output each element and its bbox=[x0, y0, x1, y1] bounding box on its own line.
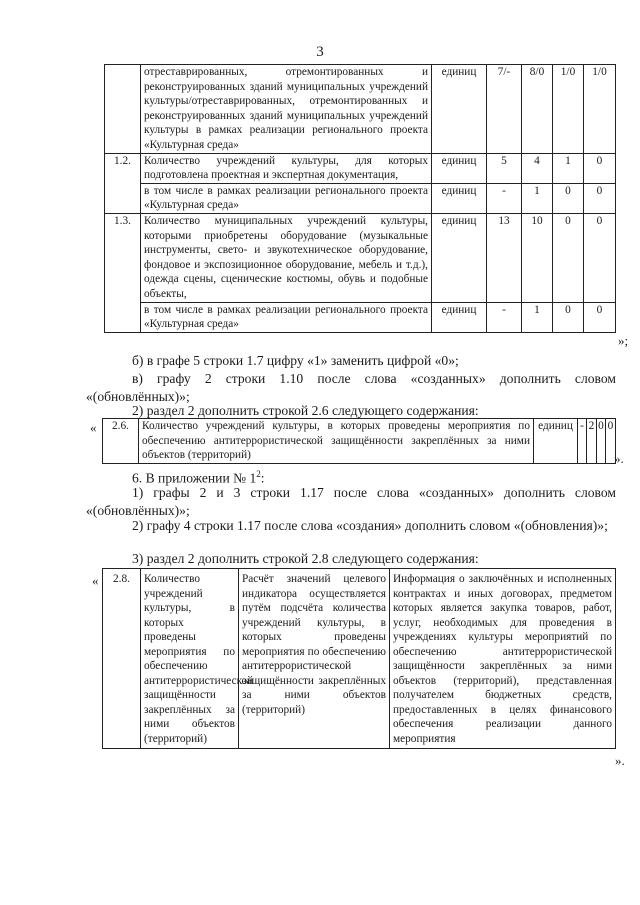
row-number: 2.6. bbox=[103, 419, 139, 464]
row-number bbox=[105, 65, 141, 154]
table-row bbox=[105, 213, 616, 302]
row-unit: единиц bbox=[432, 302, 487, 332]
paragraph: 1) графы 2 и 3 строки 1.17 после слова «созданных» дополнить словом «(обновлённых)»; bbox=[86, 485, 616, 518]
row-text: Количество учреждений культуры, в которых проведены мероприятия по обеспечению антитеррористической защищённости закреплённых за ними объектов (территорий) bbox=[139, 419, 534, 464]
indicator-table-2 bbox=[102, 418, 616, 464]
closing-quote: ». bbox=[615, 753, 625, 768]
row-value: 0 bbox=[584, 302, 616, 332]
row-value: - bbox=[487, 302, 522, 332]
row-unit: единиц bbox=[432, 213, 487, 302]
row-value: 0 bbox=[553, 302, 584, 332]
table-row bbox=[105, 153, 616, 183]
closing-quote: ». bbox=[614, 451, 624, 466]
row-value: 0 bbox=[597, 419, 606, 464]
row-number: 1.3. bbox=[105, 213, 141, 332]
table-row bbox=[105, 183, 616, 213]
paragraph: 2) графу 4 строки 1.17 после слова «создания» дополнить словом «(обновления)»; bbox=[132, 518, 608, 533]
row-value: 13 bbox=[487, 213, 522, 302]
row-unit: единиц bbox=[432, 153, 487, 183]
table-row bbox=[103, 419, 616, 464]
opening-quote: « bbox=[92, 573, 99, 588]
paragraph-tail: : bbox=[260, 470, 265, 486]
page-number: 3 bbox=[316, 44, 324, 60]
row-value: 0 bbox=[553, 213, 584, 302]
row-unit: единиц bbox=[432, 65, 487, 154]
data-source: Информация о заключённых и исполненных контрактах и иных договорах, предметом которых является закупка товаров, работ, услуг, необходимых для проведения в учреждениях культуры мероприятий по обеспечению антитеррористической защищённости закреплённых за ними объектов (территорий), представленная получателем бюджетных средств, предоставленных в целях финансового обеспечения реализации данного мероприятия bbox=[390, 569, 616, 749]
row-value: 1 bbox=[522, 302, 553, 332]
closing-quote: »; bbox=[618, 333, 629, 348]
row-value: 1/0 bbox=[584, 65, 616, 154]
row-text: Количество муниципальных учреждений культуры, которыми приобретены оборудование (музыкальные инструменты, свето- и звукотехническое оборудование, фондовое и экспозиционное оборудование, мебель и т.д.), одежда сцены, сценические костюмы, обувь и подобные объекты, bbox=[141, 213, 432, 302]
superscript: 2 bbox=[256, 469, 261, 479]
calculation-method: Расчёт значений целевого индикатора осуществляется путём подсчёта количества учреждений культуры, в которых проведены мероприятия по обеспечению антитеррористической защищённости закреплённых за ними объектов (территорий) bbox=[239, 569, 390, 749]
indicator-table-3 bbox=[102, 568, 616, 749]
indicator-table-1 bbox=[104, 64, 616, 333]
paragraph-text: 6. В приложении № 1 bbox=[132, 470, 257, 486]
row-value: 7/- bbox=[487, 65, 522, 154]
paragraph: в) графу 2 строки 1.10 после слова «созданных» дополнить словом «(обновлённых)»; bbox=[86, 371, 616, 404]
row-value: 0 bbox=[606, 419, 616, 464]
row-number: 2.8. bbox=[103, 569, 141, 749]
opening-quote: « bbox=[90, 420, 97, 435]
indicator-name: Количество учреждений культуры, в которых проведены мероприятия по обеспечению антитеррористической защищённости закреплённых за ними объектов (территорий) bbox=[141, 569, 239, 749]
row-value: 8/0 bbox=[522, 65, 553, 154]
row-value: - bbox=[578, 419, 587, 464]
table-row bbox=[105, 65, 616, 154]
row-value: 1/0 bbox=[553, 65, 584, 154]
row-value: 5 bbox=[487, 153, 522, 183]
row-value: 10 bbox=[522, 213, 553, 302]
paragraph: б) в графе 5 строки 1.7 цифру «1» заменить цифрой «0»; bbox=[132, 353, 459, 368]
row-unit: единиц bbox=[432, 183, 487, 213]
row-text: отреставрированных, отремонтированных и реконструированных зданий муниципальных учреждений культуры/отреставрированных, отремонтированных и реконструированных зданий муниципальных учреждений культуры в рамках реализации регионального проекта «Культурная среда» bbox=[141, 65, 432, 154]
paragraph: 2) раздел 2 дополнить строкой 2.6 следующего содержания: bbox=[132, 403, 479, 418]
row-text: Количество учреждений культуры, для которых подготовлена проектная и экспертная документация, bbox=[141, 153, 432, 183]
row-value: 0 bbox=[584, 213, 616, 302]
row-text: в том числе в рамках реализации регионального проекта «Культурная среда» bbox=[141, 302, 432, 332]
row-value: 1 bbox=[522, 183, 553, 213]
paragraph: 3) раздел 2 дополнить строкой 2.8 следующего содержания: bbox=[132, 551, 479, 566]
row-value: 0 bbox=[553, 183, 584, 213]
row-value: 0 bbox=[584, 183, 616, 213]
row-value: 4 bbox=[522, 153, 553, 183]
row-value: 2 bbox=[587, 419, 597, 464]
row-text: в том числе в рамках реализации регионального проекта «Культурная среда» bbox=[141, 183, 432, 213]
row-unit: единиц bbox=[534, 419, 578, 464]
row-number: 1.2. bbox=[105, 153, 141, 213]
table-row bbox=[105, 302, 616, 332]
row-value: - bbox=[487, 183, 522, 213]
table-row bbox=[103, 569, 616, 749]
row-value: 1 bbox=[553, 153, 584, 183]
row-value: 0 bbox=[584, 153, 616, 183]
